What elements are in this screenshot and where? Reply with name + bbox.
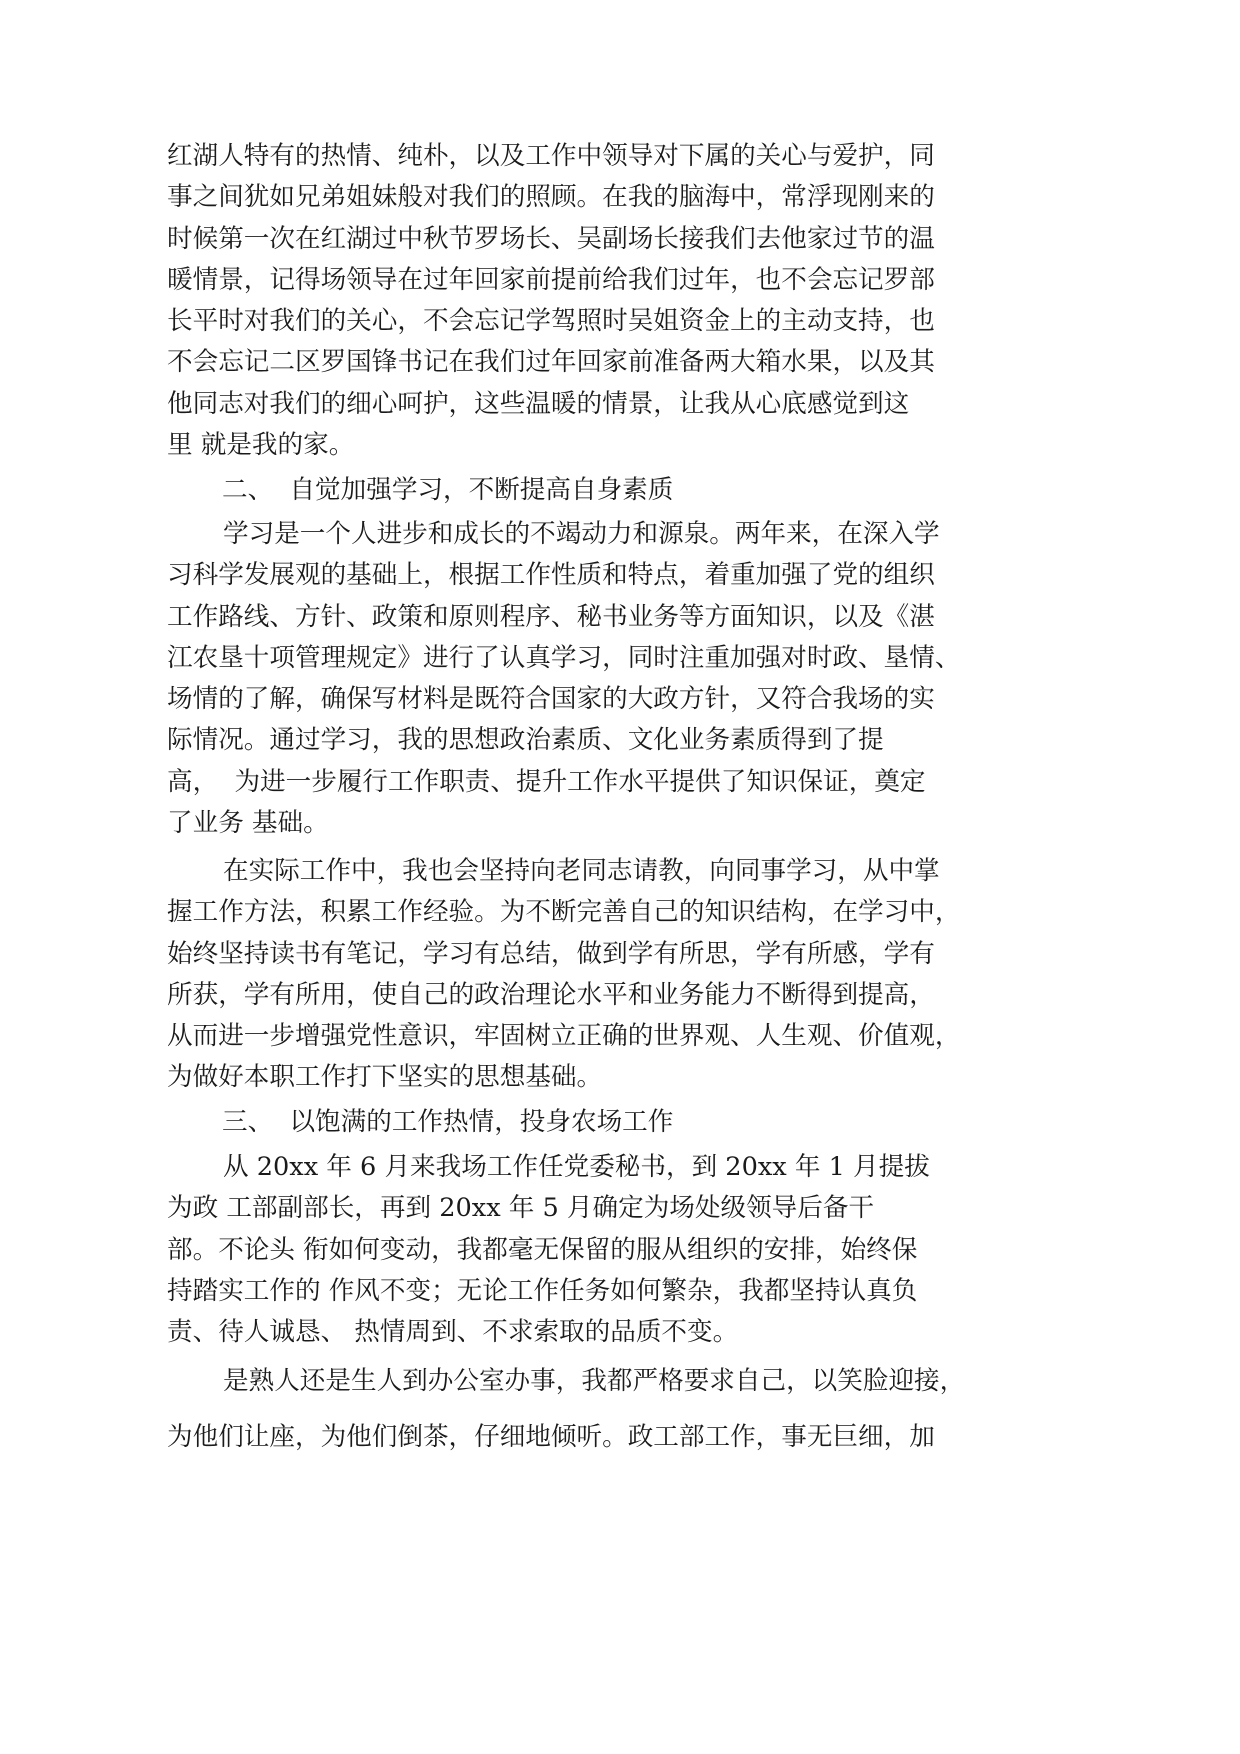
paragraph [167, 1361, 966, 1402]
text-line: 他同志对我们的细心呵护，这些温暖的情景，让我从心底感觉到这 [167, 388, 910, 419]
text-line: 际情况。通过学习，我的思想政治素质、文化业务素质得到了提 [167, 725, 884, 756]
text-line: 红湖人特有的热情、纯朴，以及工作中领导对下属的关心与爱护，同 [167, 141, 935, 171]
paragraph [167, 136, 957, 466]
text-line: 场情的了解，确保写材料是既符合国家的大政方针，又符合我场的实 [167, 684, 935, 715]
paragraph [167, 851, 961, 1099]
text-line: 是熟人还是生人到办公室办事，我都严格要求自己，以笑脸迎接， [223, 1366, 966, 1396]
section-heading: 二、 自觉加强学习，不断提高自身素质 [222, 475, 674, 505]
text-line: 暖情景，记得场领导在过年回家前提前给我们过年，也不会忘记罗部 [167, 264, 935, 295]
text-line: 握工作方法，积累工作经验。为不断完善自己的知识结构，在学习中， [167, 897, 961, 928]
text-line: 为政 工部副部长，再到 20xx 年 5 月确定为场处级领导后备干 [167, 1193, 875, 1224]
text-line: 不会忘记二区罗国锋书记在我们过年回家前准备两大箱水果，以及其 [167, 347, 935, 378]
paragraph [167, 1417, 957, 1458]
text-line: 长平时对我们的关心，不会忘记学驾照时吴姐资金上的主动支持，也 [167, 306, 935, 337]
text-line: 为他们让座，为他们倒茶，仔细地倾听。政工部工作，事无巨细，加 [167, 1422, 935, 1452]
text-line: 里 就是我的家。 [167, 430, 355, 461]
text-line: 持踏实工作的 作风不变；无论工作任务如何繁杂，我都坚持认真负 [167, 1275, 918, 1306]
text-line: 了业务 基础。 [167, 808, 329, 839]
text-line: 所获，学有所用，使自己的政治理论水平和业务能力不断得到提高， [167, 979, 935, 1010]
text-line: 责、待人诚恳、 热情周到、不求索取的品质不变。 [167, 1317, 739, 1348]
text-line: 习科学发展观的基础上，根据工作性质和特点，着重加强了党的组织 [167, 560, 935, 591]
text-line: 工作路线、方针、政策和原则程序、秘书业务等方面知识，以及《湛 [167, 601, 935, 632]
text-line: 从而进一步增强党性意识，牢固树立正确的世界观、人生观、价值观， [167, 1021, 961, 1052]
text-line: 事之间犹如兄弟姐妹般对我们的照顾。在我的脑海中，常浮现刚来的 [167, 182, 935, 213]
text-line: 从 20xx 年 6 月来我场工作任党委秘书，到 20xx 年 1 月提拔 [223, 1152, 930, 1182]
paragraph [167, 1147, 957, 1353]
text-line: 学习是一个人进步和成长的不竭动力和源泉。两年来，在深入学 [223, 519, 940, 549]
paragraph [167, 514, 961, 844]
text-line: 为做好本职工作打下坚实的思想基础。 [167, 1062, 603, 1093]
section-heading: 三、 以饱满的工作热情，投身农场工作 [222, 1107, 674, 1137]
text-line: 高， 为进一步履行工作职责、提升工作水平提供了知识保证，奠定 [167, 766, 926, 797]
text-line: 始终坚持读书有笔记，学习有总结，做到学有所思，学有所感，学有 [167, 938, 935, 969]
text-line: 在实际工作中，我也会坚持向老同志请教，向同事学习，从中掌 [223, 856, 940, 886]
text-line: 部。不论头 衔如何变动，我都毫无保留的服从组织的安排，始终保 [167, 1234, 918, 1265]
text-line: 江农垦十项管理规定》进行了认真学习，同时注重加强对时政、垦情、 [167, 642, 961, 673]
text-line: 时候第一次在红湖过中秋节罗场长、吴副场长接我们去他家过节的温 [167, 223, 935, 254]
